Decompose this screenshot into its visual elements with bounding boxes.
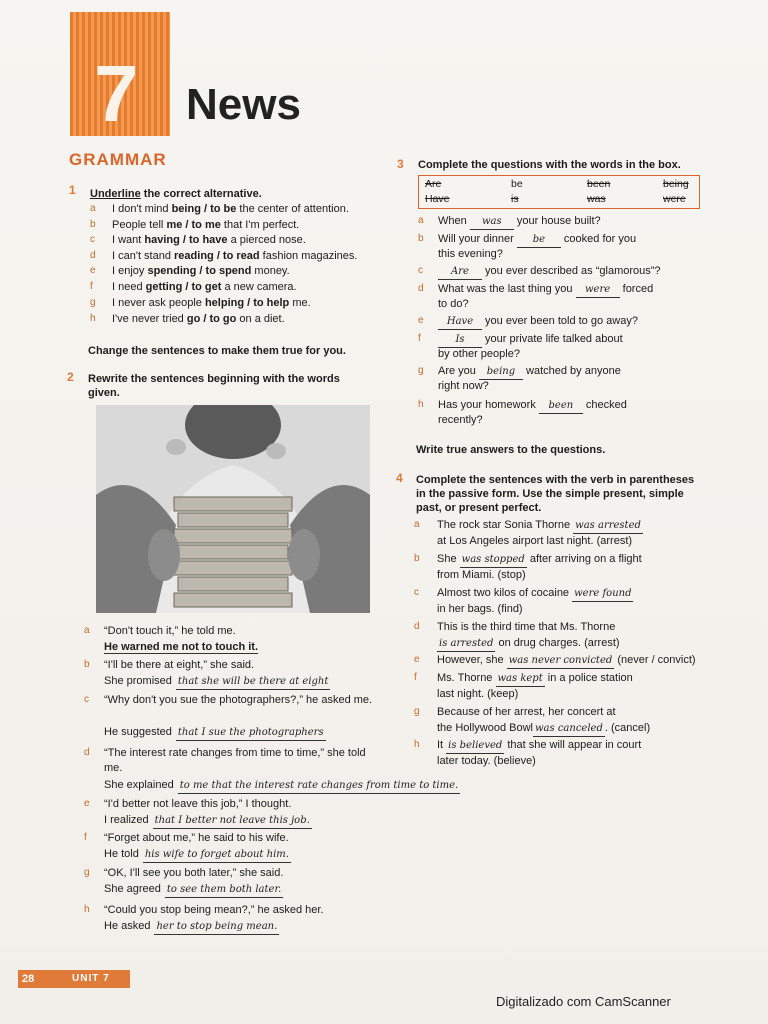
item-text: I want xyxy=(112,234,145,246)
item-letter: c xyxy=(90,234,95,245)
page-number: 28 xyxy=(22,973,35,985)
item-letter: f xyxy=(90,281,93,292)
exercise-1-item xyxy=(112,233,306,248)
handwritten-answer: He warned me not to touch it. xyxy=(104,641,259,653)
word-box xyxy=(418,175,700,209)
answer-lead: He suggested xyxy=(104,726,172,738)
item-letter: f xyxy=(84,832,87,843)
item-letter: d xyxy=(414,621,420,632)
exercise-2-quote: “Why don't you sue the photographers?,” he asked me. xyxy=(104,694,373,706)
exercise-3-instruction: Complete the questions with the words in the box. xyxy=(418,159,681,171)
item-letter: g xyxy=(414,706,420,717)
item-letter: b xyxy=(414,553,420,564)
item-letter: d xyxy=(418,283,424,294)
exercise-2-answer-line xyxy=(104,640,258,655)
exercise-2-quote: “I'd better not leave this job,” I thought. xyxy=(104,798,292,810)
exercise-3-item xyxy=(438,214,601,230)
item-letter: h xyxy=(90,313,96,324)
handwritten-answer: was stopped xyxy=(460,552,527,568)
item-letter: c xyxy=(414,587,419,598)
item-letter: h xyxy=(418,399,424,410)
item-text: I need xyxy=(112,281,146,293)
handwritten-answer: was arrested xyxy=(573,518,643,534)
exercise-2-answer-line xyxy=(104,882,283,898)
exercise-1-item xyxy=(112,280,297,295)
item-text: I can't stand xyxy=(112,250,175,262)
handwritten-answer: Have xyxy=(438,314,482,330)
exercise-3-item xyxy=(438,264,661,280)
answer-lead: She promised xyxy=(104,675,172,687)
item-letter: a xyxy=(418,215,424,226)
item-text: on a diet. xyxy=(236,313,285,325)
exercise-2-answer-line xyxy=(104,725,326,741)
answer-lead: He told xyxy=(104,848,139,860)
item-choice: reading / to read xyxy=(174,250,260,262)
exercise-3-item xyxy=(438,398,627,414)
exercise-2-quote: “The interest rate changes from time to time,” she told me. xyxy=(104,747,366,774)
exercise-2-answer-line xyxy=(104,674,330,690)
exercise-3-item xyxy=(438,314,638,330)
word-box-item: Have xyxy=(425,193,450,205)
item-text: a pierced nose. xyxy=(227,234,306,246)
handwritten-answer: was never convicted xyxy=(507,653,615,669)
item-letter: g xyxy=(84,867,90,878)
word-box-item: were xyxy=(663,193,686,205)
word-box-item: been xyxy=(587,178,611,190)
handwritten-answer: been xyxy=(539,398,583,414)
item-text: that I'm perfect. xyxy=(220,219,300,231)
item-text: This is the third time that Ms. Thorne xyxy=(437,621,616,633)
exercise-1-item xyxy=(112,264,290,279)
handwritten-answer: is arrested xyxy=(437,636,495,652)
handwritten-answer: that I sue the photographers xyxy=(176,725,326,741)
item-letter: b xyxy=(418,233,424,244)
handwritten-answer: is believed xyxy=(446,738,504,754)
exercise-2-quote: “Could you stop being mean?,” he asked her. xyxy=(104,904,324,916)
exercise-4-item xyxy=(437,653,696,669)
exercise-3-item xyxy=(438,364,621,380)
item-text: Has your homework xyxy=(438,399,539,411)
handwritten-answer: were found xyxy=(572,586,633,602)
item-letter: b xyxy=(90,219,96,230)
exercise-4-item xyxy=(437,552,642,568)
item-text: I enjoy xyxy=(112,265,148,277)
item-letter: e xyxy=(414,654,420,665)
item-text: . (cancel) xyxy=(604,722,651,734)
item-letter: e xyxy=(418,315,424,326)
item-text: cooked for you xyxy=(560,233,637,245)
exercise-2-answer-line xyxy=(104,813,312,829)
item-text: Ms. Thorne xyxy=(437,672,496,684)
item-letter: c xyxy=(84,694,89,705)
item-text: I don't mind xyxy=(112,203,172,215)
item-text: fashion magazines. xyxy=(259,250,358,262)
handwritten-answer: was kept xyxy=(496,671,545,687)
handwritten-answer: were xyxy=(576,282,620,298)
item-text: that she will appear in court xyxy=(504,739,642,751)
item-text: Are you xyxy=(438,365,479,377)
handwritten-answer: being xyxy=(479,364,523,380)
item-text: I never ask people xyxy=(112,297,205,309)
answer-lead: I realized xyxy=(104,814,149,826)
item-text: the Hollywood Bowl xyxy=(437,722,533,734)
exercise-3-item-cont: to do? xyxy=(438,298,469,310)
item-letter: f xyxy=(418,333,421,344)
item-text: checked xyxy=(582,399,627,411)
handwritten-answer: to see them both later. xyxy=(165,882,283,898)
item-choice: being / to be xyxy=(171,203,237,215)
exercise-4-item xyxy=(437,620,615,635)
item-text: I've never tried xyxy=(112,313,187,325)
footer-unit-label: UNIT 7 xyxy=(72,973,110,984)
item-text: Will your dinner xyxy=(438,233,517,245)
exercise-2-answer-line xyxy=(104,847,291,863)
item-text: your house built? xyxy=(513,215,601,227)
item-letter: g xyxy=(90,297,96,308)
exercise-4-item xyxy=(437,586,633,602)
exercise-2-number: 2 xyxy=(67,370,74,384)
item-letter: a xyxy=(90,203,96,214)
item-choice: helping / to help xyxy=(204,297,290,309)
exercise-4-item-cont: last night. (keep) xyxy=(437,688,519,700)
handwritten-answer: Is xyxy=(438,332,482,348)
item-text: money. xyxy=(251,265,290,277)
item-text: the center of attention. xyxy=(236,203,349,215)
exercise-3-item xyxy=(438,232,636,248)
item-letter: e xyxy=(84,798,90,809)
exercise-1-item xyxy=(112,312,285,327)
exercise-4-instruction: Complete the sentences with the verb in parentheses in the passive form. Use the simple present, simple past, or present perfect. xyxy=(416,474,695,514)
item-text: The rock star Sonia Thorne xyxy=(437,519,574,531)
item-text: you ever described as “glamorous”? xyxy=(482,265,661,277)
item-letter: d xyxy=(84,747,90,758)
item-choice: getting / to get xyxy=(145,281,222,293)
item-letter: c xyxy=(418,265,423,276)
word-box-item: being xyxy=(663,178,689,190)
exercise-3-item-cont: right now? xyxy=(438,380,489,392)
exercise-4-item-cont: from Miami. (stop) xyxy=(437,569,526,581)
item-text: on drug charges. (arrest) xyxy=(495,637,620,649)
unit-number-block xyxy=(70,12,170,136)
word-box-item: Are xyxy=(425,178,442,190)
item-text: me. xyxy=(289,297,311,309)
exercise-3-item xyxy=(438,332,623,348)
item-text: People tell xyxy=(112,219,167,231)
item-letter: f xyxy=(414,672,417,683)
item-text: It xyxy=(437,739,447,751)
item-text: What was the last thing you xyxy=(438,283,576,295)
handwritten-answer: that she will be there at eight xyxy=(176,674,331,690)
scanner-watermark: Digitalizado com CamScanner xyxy=(496,994,671,1009)
exercise-4-item xyxy=(437,671,633,687)
handwritten-answer: Are xyxy=(438,264,482,280)
item-letter: e xyxy=(90,265,96,276)
exercise-4-item xyxy=(437,518,643,534)
exercise-4-item xyxy=(437,705,616,720)
word-box-item: be xyxy=(511,178,523,190)
handwritten-answer: her to stop being mean. xyxy=(154,919,279,935)
item-choice: spending / to spend xyxy=(147,265,252,277)
exercise-2-instruction: Rewrite the sentences beginning with the words given. xyxy=(88,373,340,399)
handwritten-answer: his wife to forget about him. xyxy=(143,847,291,863)
exercise-4-item-cont: at Los Angeles airport last night. (arrest) xyxy=(437,535,633,547)
handwritten-answer: to me that the interest rate changes from time to time. xyxy=(178,778,460,794)
item-text: watched by anyone xyxy=(522,365,621,377)
item-text: a new camera. xyxy=(221,281,297,293)
exercise-2-answer-line xyxy=(104,778,460,794)
item-letter: h xyxy=(414,739,420,750)
item-choice: me / to me xyxy=(166,219,221,231)
item-letter: a xyxy=(414,519,420,530)
exercise-3-item-cont: recently? xyxy=(438,414,483,426)
exercise-3-item xyxy=(438,282,653,298)
item-text: in a police station xyxy=(544,672,633,684)
exercise-2-quote: “Forget about me,” he said to his wife. xyxy=(104,832,289,844)
item-choice: go / to go xyxy=(186,313,237,325)
exercise-2-quote: “Don't touch it,” he told me. xyxy=(104,625,236,637)
handwritten-answer: be xyxy=(517,232,561,248)
exercise-1-number: 1 xyxy=(69,183,76,197)
exercise-2-quote: “OK, I'll see you both later,” she said. xyxy=(104,867,284,879)
item-text: you ever been told to go away? xyxy=(482,315,638,327)
exercise-1-instruction: Underline the correct alternative. xyxy=(90,188,262,200)
answer-lead: He asked xyxy=(104,920,151,932)
exercise-4-number: 4 xyxy=(396,471,403,485)
handwritten-answer: was canceled xyxy=(533,721,605,737)
item-text: She xyxy=(437,553,460,565)
page-title: News xyxy=(186,80,301,129)
item-text: after arriving on a flight xyxy=(526,553,642,565)
item-text: When xyxy=(438,215,470,227)
exercise-2-quote: “I'll be there at eight,” she said. xyxy=(104,659,255,671)
item-text: Almost two kilos of cocaine xyxy=(437,587,573,599)
exercise-4-item-cont: in her bags. (find) xyxy=(437,603,523,615)
exercise-3-followup: Write true answers to the questions. xyxy=(416,444,606,456)
word-box-item: was xyxy=(587,193,606,205)
exercise-4-item xyxy=(437,738,641,754)
handwritten-answer: was xyxy=(470,214,514,230)
unit-number: 7 xyxy=(94,49,139,138)
exercise-1-item xyxy=(112,296,311,311)
item-text: your private life talked about xyxy=(482,333,623,345)
item-text: forced xyxy=(619,283,654,295)
exercise-4-item-cont: later today. (believe) xyxy=(437,755,536,767)
exercise-1-item xyxy=(112,218,299,233)
exercise-2-answer-line xyxy=(104,919,279,935)
exercise-3-number: 3 xyxy=(397,157,404,171)
item-text: (never / convict) xyxy=(614,654,696,666)
item-letter: d xyxy=(90,250,96,261)
item-text: However, she xyxy=(437,654,507,666)
section-heading: GRAMMAR xyxy=(69,150,167,169)
exercise-4-item-cont xyxy=(437,721,650,737)
answer-lead: She agreed xyxy=(104,883,161,895)
exercise-1-followup: Change the sentences to make them true for you. xyxy=(88,345,346,357)
exercise-1-item xyxy=(112,249,357,264)
exercise-3-item-cont: by other people? xyxy=(438,348,520,360)
item-text: Because of her arrest, her concert at xyxy=(437,706,616,718)
word-box-item: is xyxy=(511,193,519,205)
handwritten-answer: that I better not leave this job. xyxy=(153,813,312,829)
exercise-4-item-cont xyxy=(437,636,620,652)
exercise-1-item xyxy=(112,202,349,217)
answer-lead: She explained xyxy=(104,779,174,791)
item-letter: a xyxy=(84,625,90,636)
item-letter: h xyxy=(84,904,90,915)
item-letter: b xyxy=(84,659,90,670)
item-choice: having / to have xyxy=(144,234,228,246)
jenga-photo xyxy=(96,405,370,613)
exercise-3-item-cont: this evening? xyxy=(438,248,503,260)
item-letter: g xyxy=(418,365,424,376)
